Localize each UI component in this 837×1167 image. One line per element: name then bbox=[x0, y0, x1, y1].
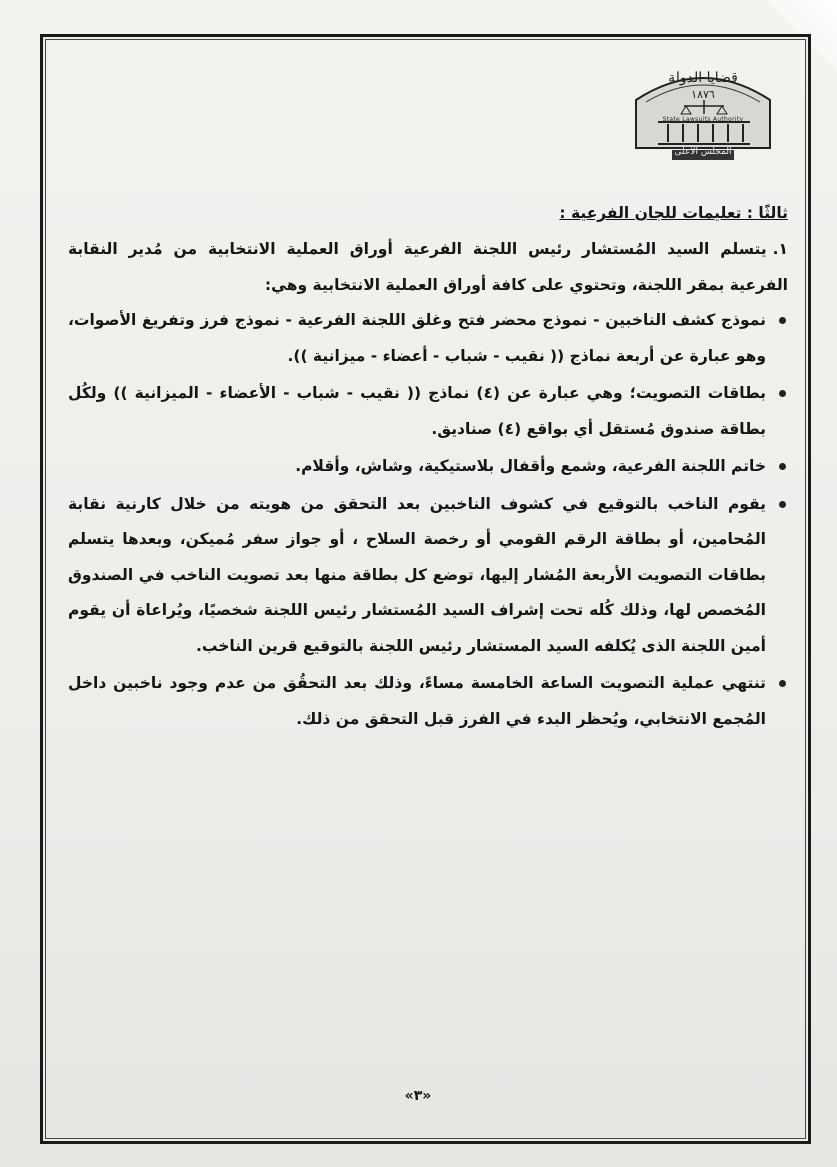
document-body bbox=[68, 196, 788, 739]
list-item-text: بطاقات التصويت؛ وهي عبارة عن (٤) نماذج (( نقيب - شباب - الأعضاء - الميزانية )) ولكُل بطاقة صندوق مُستقل أي بواقع (٤) صناديق. bbox=[68, 384, 766, 438]
list-item bbox=[68, 449, 788, 485]
item-number: ١. bbox=[772, 240, 788, 258]
list-item bbox=[68, 303, 788, 374]
seal-name-en: State Lawsuits Authority bbox=[662, 116, 744, 123]
state-lawsuits-authority-seal bbox=[628, 62, 778, 162]
list-item-text: نموذج كشف الناخبين - نموذج محضر فتح وغلق اللجنة الفرعية - نموذج فرز وتفريغ الأصوات، وهو عبارة عن أربعة نماذج (( نقيب - شباب - أعضاء - ميزانية )). bbox=[68, 311, 766, 365]
list-item-text: خاتم اللجنة الفرعية، وشمع وأقفال بلاستيكية، وشاش، وأقلام. bbox=[295, 457, 766, 475]
list-item bbox=[68, 487, 788, 665]
bullet-list bbox=[68, 303, 788, 737]
list-item bbox=[68, 666, 788, 737]
section-title: ثالثًا : تعليمات للجان الفرعية : bbox=[559, 204, 788, 222]
item-text: يتسلم السيد المُستشار رئيس اللجنة الفرعية أوراق العملية الانتخابية من مُدير النقابة الفرعية بمقر اللجنة، وتحتوي على كافة أوراق العملية الانتخابية وهي: bbox=[68, 240, 788, 294]
instruction-item-1 bbox=[68, 232, 788, 303]
list-item bbox=[68, 376, 788, 447]
bullet-icon bbox=[779, 680, 786, 687]
list-item-text: تنتهي عملية التصويت الساعة الخامسة مساءً، وذلك بعد التحقُق من عدم وجود ناخبين داخل المُجمع الانتخابي، ويُحظر البدء في الفرز قبل التحقق من ذلك. bbox=[68, 674, 766, 728]
page-number: «٣» bbox=[404, 1088, 432, 1104]
bullet-icon bbox=[779, 390, 786, 397]
seal-year: ١٨٧٦ bbox=[691, 88, 715, 101]
seal-subtitle: المجلس الأعلى bbox=[674, 147, 732, 157]
seal-name-ar: قضايا الدولة bbox=[668, 70, 738, 86]
bullet-icon bbox=[779, 317, 786, 324]
bullet-icon bbox=[779, 463, 786, 470]
list-item-text: يقوم الناخب بالتوقيع في كشوف الناخبين بعد التحقق من هويته من خلال كارنية نقابة المُحامين، أو بطاقة الرقم القومي أو رخصة السلاح ، أو جواز سفر مُميكن، وبعدها يتسلم بطاقات التصويت الأربعة المُشار إليها، توضع كل بطاقة منها بعد تصويت الناخب في الصندوق المُخصص لها، وذلك كُله تحت إشراف السيد المُستشار رئيس اللجنة شخصيًا، ويُراعاة أن يقوم أمين اللجنة الذى يُكلفه السيد المستشار رئيس اللجنة بالتوقيع قرين الناخب. bbox=[68, 494, 766, 655]
bullet-icon bbox=[779, 501, 786, 508]
